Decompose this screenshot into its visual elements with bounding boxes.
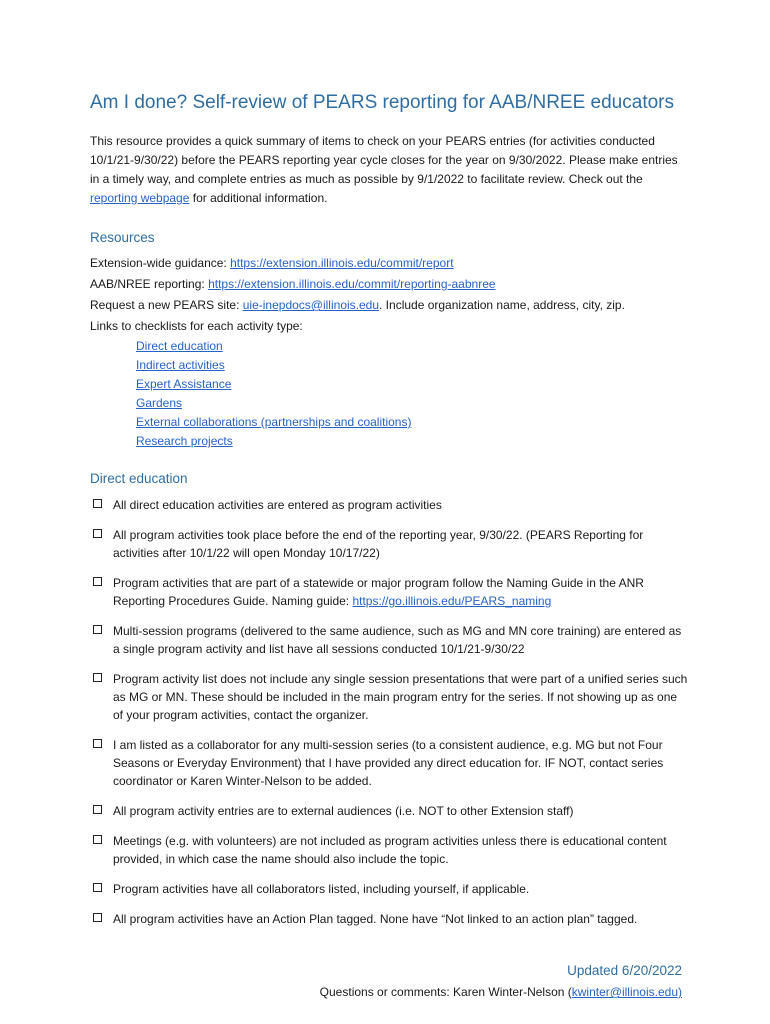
request-pears-instructions: . Include organization name, address, city, zip. (379, 298, 625, 312)
checklist-item (90, 670, 690, 724)
checkbox-icon[interactable] (93, 913, 102, 922)
aab-reporting-link[interactable]: https://extension.illinois.edu/commit/reporting-aabnree (208, 277, 496, 291)
checkbox-icon[interactable] (93, 739, 102, 748)
checkbox-icon[interactable] (93, 625, 102, 634)
checklist-item (90, 574, 690, 610)
list-item (136, 432, 690, 451)
checklist-item-text: Meetings (e.g. with volunteers) are not included as program activities unless there is educational content provided, in which case the name should also include the topic. (113, 834, 667, 866)
list-item (136, 356, 690, 375)
direct-education-heading: Direct education (90, 471, 188, 486)
reporting-webpage-link[interactable]: reporting webpage (90, 191, 190, 205)
checkbox-icon[interactable] (93, 883, 102, 892)
checklist-item (90, 526, 690, 562)
list-item (136, 337, 690, 356)
direct-education-link[interactable]: Direct education (136, 339, 223, 353)
checklist-item-text: Program activity list does not include any single session presentations that were part of a unified series such as MG or MN. These should be included in the main program entry for the series. If not showing up as one of your program activities, contact the organizer. (113, 672, 688, 722)
checkbox-icon[interactable] (93, 529, 102, 538)
checkbox-icon[interactable] (93, 805, 102, 814)
checklist-item-text: All program activity entries are to external audiences (i.e. NOT to other Extension staff) (113, 804, 574, 818)
page-title: Am I done? Self-review of PEARS reporting for AAB/NREE educators (90, 92, 674, 113)
checklist-item (90, 832, 690, 868)
checklist-links-list (136, 337, 690, 451)
checklist-item (90, 496, 690, 514)
checklist-item-text: I am listed as a collaborator for any multi-session series (to a consistent audience, e.g. MG but not Four Seasons or Everyday Environment) that I have provided any direct education for. IF NOT, contact series coordinator or Karen Winter-Nelson to be added. (113, 738, 664, 788)
checklist-item (90, 910, 690, 928)
intro-paragraph (90, 132, 690, 208)
expert-assistance-link[interactable]: Expert Assistance (136, 377, 232, 391)
contact-email-link[interactable]: kwinter@illinois.edu) (571, 985, 682, 999)
request-pears-email-link[interactable]: uie-inepdocs@illinois.edu (242, 298, 380, 312)
naming-guide-link[interactable]: https://go.illinois.edu/PEARS_naming (352, 594, 552, 608)
intro-text-end: for additional information. (189, 191, 328, 205)
research-projects-link[interactable]: Research projects (136, 434, 233, 448)
checklist-item (90, 622, 690, 658)
checkbox-icon[interactable] (93, 835, 102, 844)
footer-contact (320, 985, 682, 999)
extension-guidance-link[interactable]: https://extension.illinois.edu/commit/report (230, 256, 454, 270)
aab-reporting-label: AAB/NREE reporting: (90, 277, 209, 291)
checklist-item-text: All direct education activities are entered as program activities (113, 498, 442, 512)
indirect-activities-link[interactable]: Indirect activities (136, 358, 225, 372)
direct-education-checklist (90, 496, 690, 928)
checklist-item-text: Multi-session programs (delivered to the same audience, such as MG and MN core training) are entered as a single program activity and list have all sessions conducted 10/1/21-9/30/22 (113, 624, 682, 656)
checklist-item-text: Program activities have all collaborators listed, including yourself, if applicable. (113, 882, 530, 896)
extension-guidance-line (90, 253, 690, 274)
external-collaborations-link[interactable]: External collaborations (partnerships and coalitions) (136, 415, 412, 429)
intro-text: This resource provides a quick summary of items to check on your PEARS entries (for activities conducted 10/1/21-9/30/22) before the PEARS reporting year cycle closes for the year on 9/30/2022. Please make entries in a timely way, and complete entries as much as possible by 9/1/2022 to facilitate review. Check out the (90, 134, 678, 186)
checklist-item-text: Program activities that are part of a statewide or major program follow the Naming Guide in the ANR Reporting Procedures Guide. Naming guide: (113, 576, 644, 608)
contact-label: Questions or comments: Karen Winter-Nelson ( (319, 985, 572, 999)
checklist-item-text: All program activities have an Action Plan tagged. None have “Not linked to an action plan” tagged. (113, 912, 638, 926)
checkbox-icon[interactable] (93, 577, 102, 586)
checkbox-icon[interactable] (93, 673, 102, 682)
list-item (136, 413, 690, 432)
checklist-item-text: All program activities took place before the end of the reporting year, 9/30/22. (PEARS Reporting for activities after 10/1/22 will open Monday 10/17/22) (113, 528, 644, 560)
checklist-item (90, 802, 690, 820)
request-pears-label: Request a new PEARS site: (90, 298, 243, 312)
request-pears-site-line (90, 295, 690, 316)
gardens-link[interactable]: Gardens (136, 396, 183, 410)
list-item (136, 394, 690, 413)
list-item (136, 375, 690, 394)
aab-reporting-line (90, 274, 690, 295)
resources-heading: Resources (90, 230, 155, 245)
extension-guidance-label: Extension-wide guidance: (90, 256, 231, 270)
checklist-item (90, 736, 690, 790)
updated-date: Updated 6/20/2022 (567, 963, 682, 978)
document-page (90, 92, 690, 940)
checkbox-icon[interactable] (93, 499, 102, 508)
checklists-label: Links to checklists for each activity type: (90, 319, 303, 333)
checklist-item (90, 880, 690, 898)
